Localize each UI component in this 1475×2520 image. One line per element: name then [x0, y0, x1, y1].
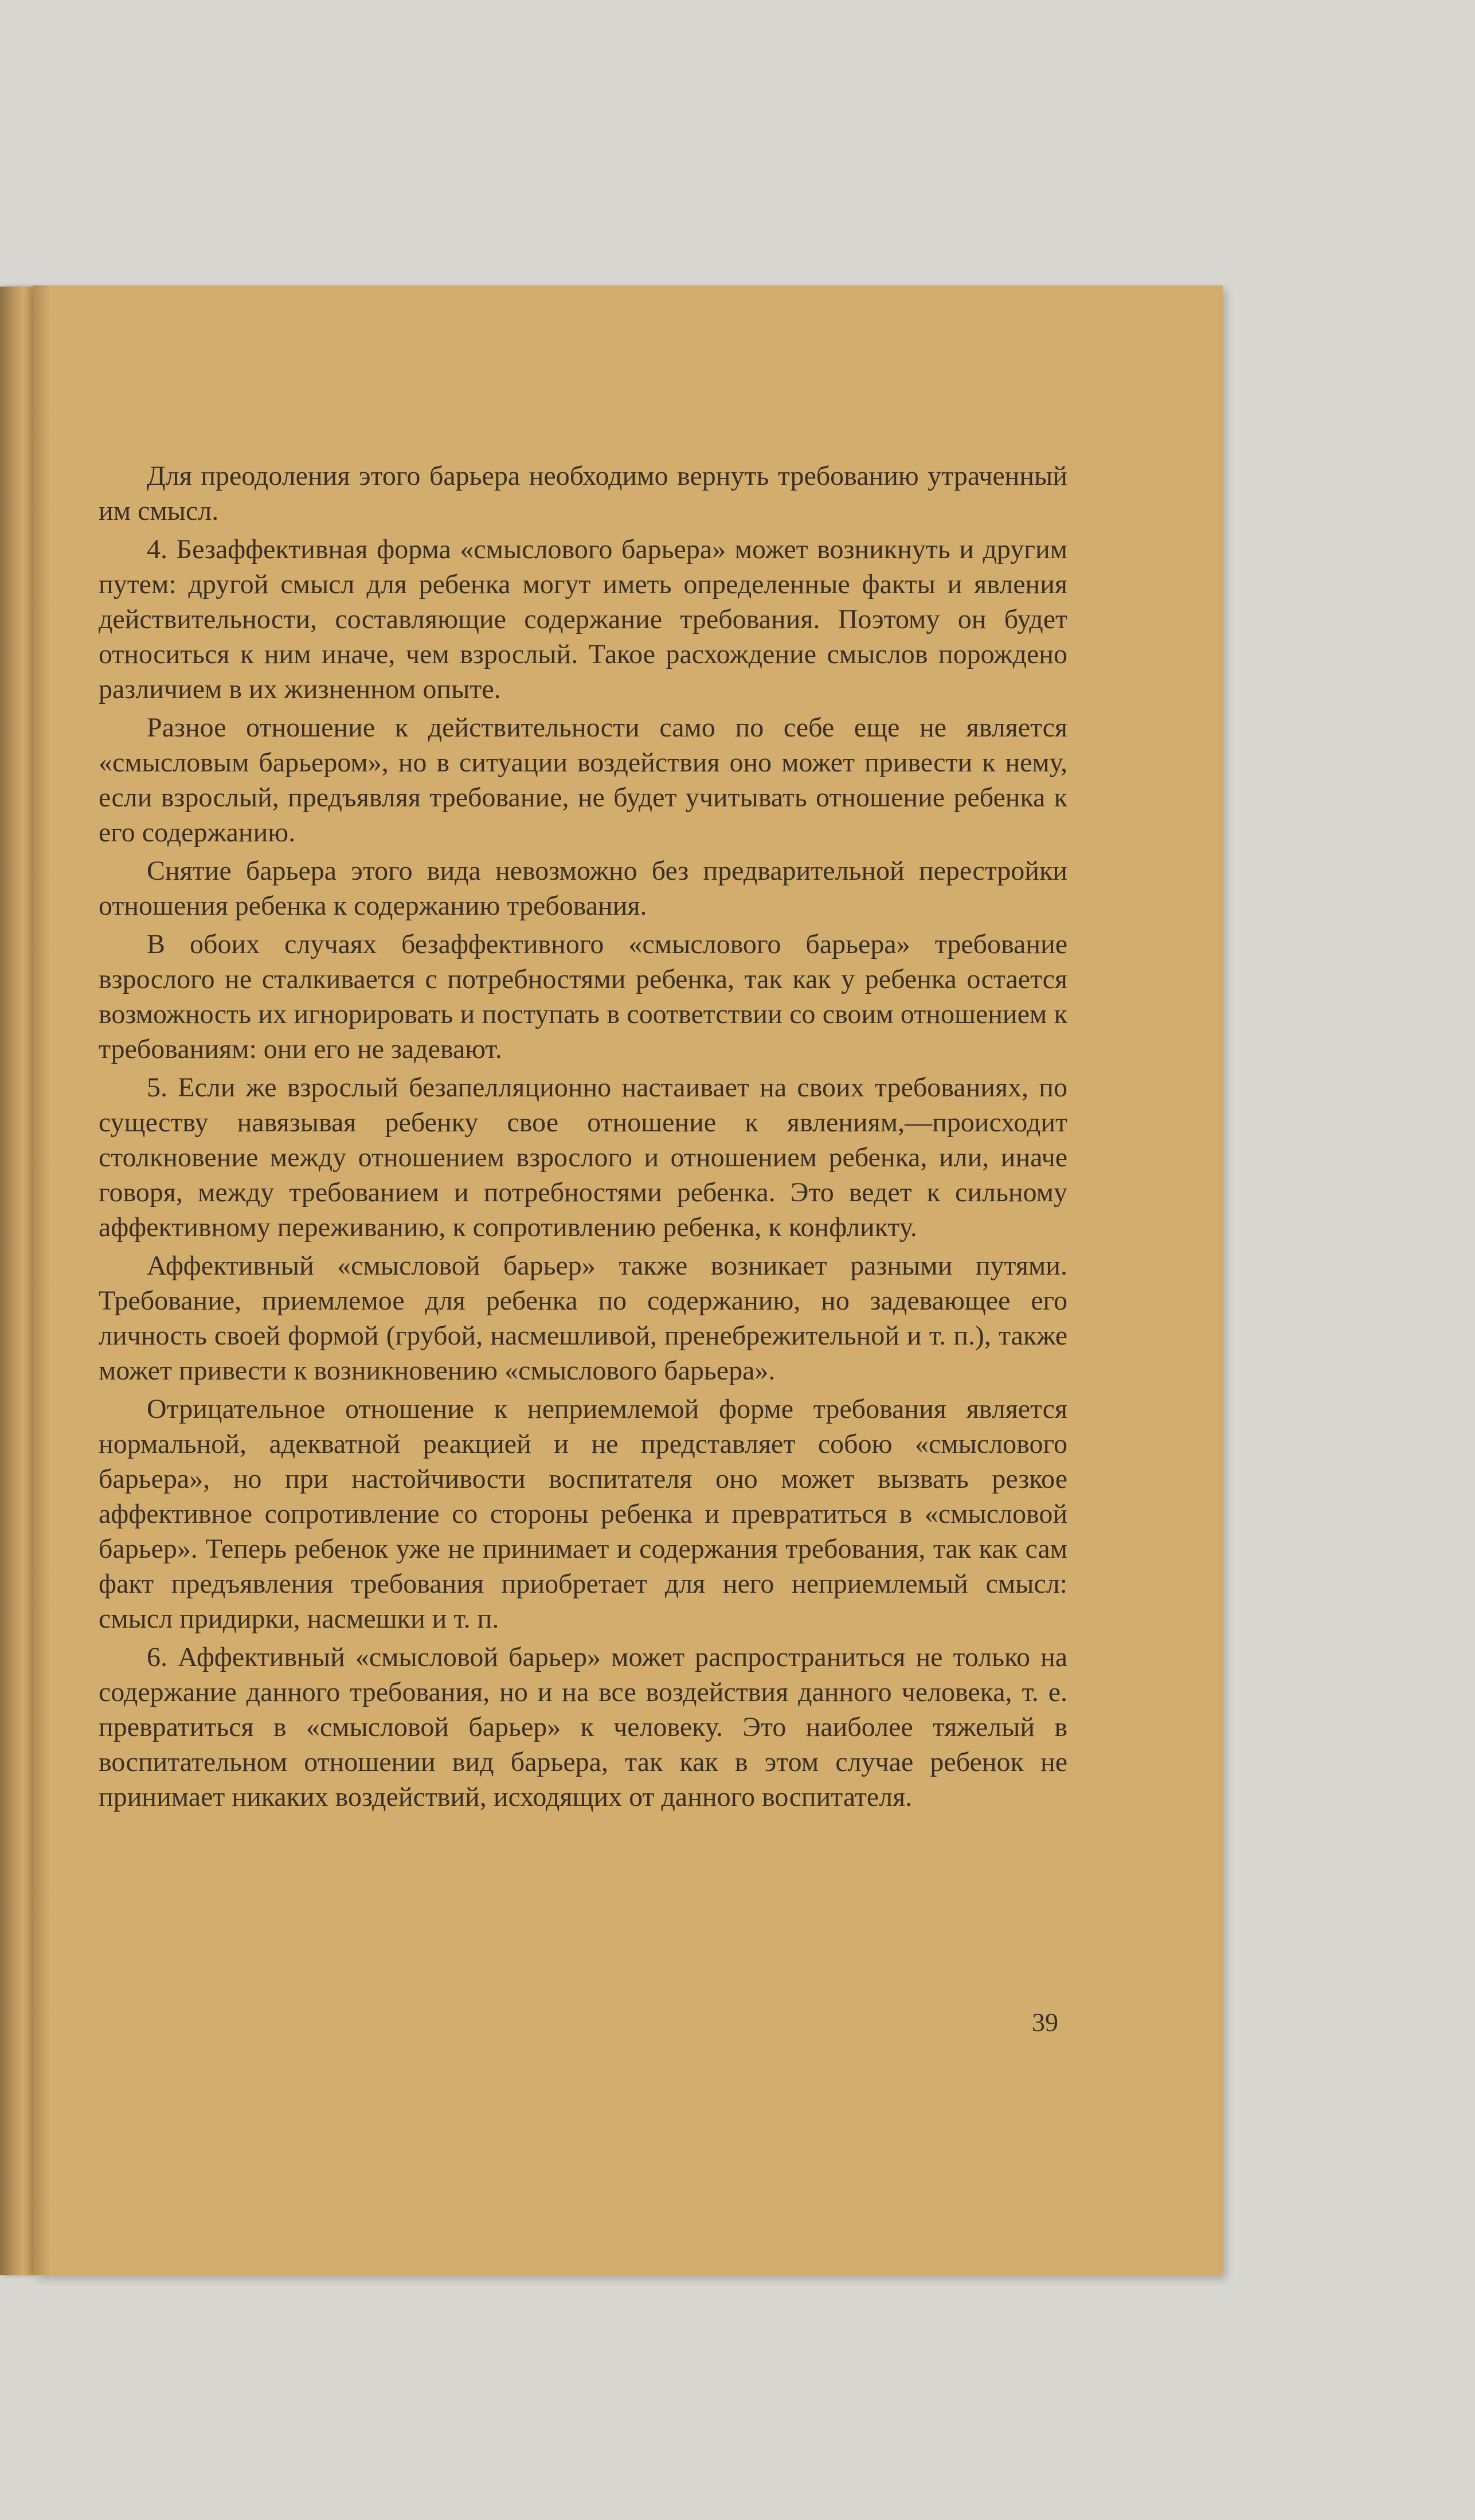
paragraph-5: В обоих случаях безаффективного «смыслового барьера» требование взрослого не сталкивается с потребностями ребенка, так как у ребенка остается возможность их игнорировать и поступать в соответствии со своим отношением к требованиям: они его не задевают. — [99, 929, 1067, 1064]
paragraph-7: Аффективный «смысловой барьер» также возникает разными путями. Требование, приемлемое для ребенка по содержанию, но задевающее его личность своей формой (грубой, насмешливой, пренебрежительной и т. п.), также может привести к возникновению «смыслового барьера». — [99, 1251, 1067, 1386]
paragraph-9: 6. Аффективный «смысловой барьер» может распространиться не только на содержание данного требования, но и на все воздействия данного человека, т. е. превратиться в «смысловой барьер» к человеку. Это наиболее тяжелый в воспитательном отношении вид барьера, так как в этом случае ребенок не принимает никаких воздействий, исходящих от данного воспитателя. — [99, 1642, 1067, 1812]
paragraph-3: Разное отношение к действительности само по себе еще не является «смысловым барьером», но в ситуации воздействия оно может привести к нему, если взрослый, предъявляя требование, не будет учитывать отношение ребенка к его содержанию. — [99, 712, 1067, 848]
facing-page-edge — [0, 287, 33, 2275]
paragraph-1: Для преодоления этого барьера необходимо вернуть требованию утраченный им смысл. — [99, 461, 1067, 526]
paragraph-6: 5. Если же взрослый безапелляционно настаивает на своих требованиях, по существу навязывая ребенку свое отношение к явлениям,—происходит столкновение между отношением взрослого и отношением ребенка, или, иначе говоря, между требованием и потребностями ребенка. Это ведет к сильному аффективному переживанию, к сопротивлению ребенка, к конфликту. — [99, 1072, 1067, 1243]
page-gutter-shadow — [33, 285, 50, 2275]
body-text — [99, 458, 1067, 1818]
paragraph-4: Снятие барьера этого вида невозможно без предварительной перестройки отношения ребенка к содержанию требования. — [99, 856, 1067, 921]
paragraph-2: 4. Безаффективная форма «смыслового барьера» может возникнуть и другим путем: другой смысл для ребенка могут иметь определенные факты и явления действительности, составляющие содержание требования. Поэтому он будет относиться к ним иначе, чем взрослый. Такое расхождение смыслов порождено различием в их жизненном опыте. — [99, 534, 1067, 704]
paragraph-8: Отрицательное отношение к неприемлемой форме требования является нормальной, адекватной реакцией и не представляет собою «смыслового барьера», но при настойчивости воспитателя оно может вызвать резкое аффективное сопротивление со стороны ребенка и превратиться в «смысловой барьер». Теперь ребенок уже не принимает и содержания требования, так как сам факт предъявления требования приобретает для него неприемлемый смысл: смысл придирки, насмешки и т. п. — [99, 1394, 1067, 1634]
page-number: 39 — [1032, 2008, 1058, 2037]
